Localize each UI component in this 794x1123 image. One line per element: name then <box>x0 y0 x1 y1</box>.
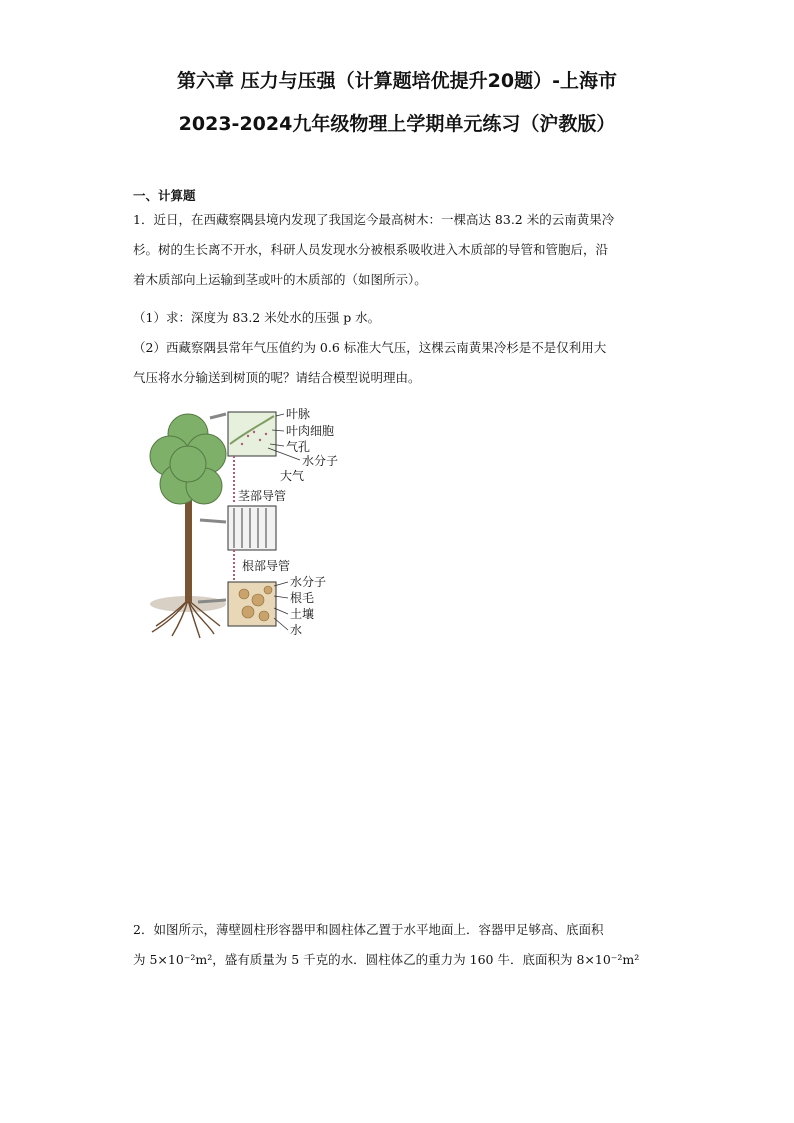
question-1-part-2-line-2: 气压将水分输送到树顶的呢？请结合模型说明理由。 <box>133 370 421 385</box>
section-heading: 一、计算题 <box>133 188 196 203</box>
question-2-line-2: 为 5×10⁻²m²，盛有质量为 5 千克的水．圆柱体乙的重力为 160 牛．底面积为 8×10⁻²m² <box>133 952 640 967</box>
label-stem-vessel: 茎部导管 <box>238 489 287 503</box>
question-1-line-2: 杉。树的生长离不开水，科研人员发现水分被根系吸收进入木质部的导管和管胞后，沿 <box>133 242 609 257</box>
question-1-part-2-line-1: （2）西藏察隅县常年气压值约为 0.6 标准大气压，这棵云南黄果冷杉是不是仅利用大 <box>133 340 607 355</box>
question-2-line-1: 2．如图所示，薄壁圆柱形容器甲和圆柱体乙置于水平地面上．容器甲足够高、底面积 <box>133 922 604 937</box>
label-mesophyll: 叶肉细胞 <box>286 424 335 438</box>
arrow-to-root-inset <box>198 600 226 602</box>
tree-water-transport-figure <box>148 404 368 642</box>
tree-trunk <box>185 500 192 602</box>
question-1-line-1: 1．近日，在西藏察隅县境内发现了我国迄今最高树木：一棵高达 83.2 米的云南黄果冷 <box>133 212 615 227</box>
label-atmosphere: 大气 <box>280 469 305 483</box>
label-stoma: 气孔 <box>286 440 311 454</box>
question-1-line-3: 着木质部向上运输到茎或叶的木质部的（如图所示）。 <box>133 272 427 287</box>
arrow-to-leaf-inset <box>210 414 226 418</box>
label-water-molecule-top: 水分子 <box>302 454 339 468</box>
label-water: 水 <box>290 623 303 637</box>
label-root-vessel: 根部导管 <box>242 559 291 573</box>
document-title-line-2: 2023-2024九年级物理上学期单元练习（沪教版） <box>178 113 616 135</box>
label-root-hair: 根毛 <box>290 591 315 605</box>
tree-canopy <box>150 414 226 504</box>
arrow-to-stem-inset <box>200 520 226 522</box>
document-title-line-1: 第六章 压力与压强（计算题培优提升20题）-上海市 <box>177 70 617 92</box>
question-1-part-1: （1）求：深度为 83.2 米处水的压强 p 水。 <box>133 310 381 325</box>
label-leaf-vein: 叶脉 <box>286 407 311 421</box>
stem-inset <box>228 506 276 550</box>
label-water-molecule-bottom: 水分子 <box>290 575 327 589</box>
label-soil: 土壤 <box>290 607 315 621</box>
